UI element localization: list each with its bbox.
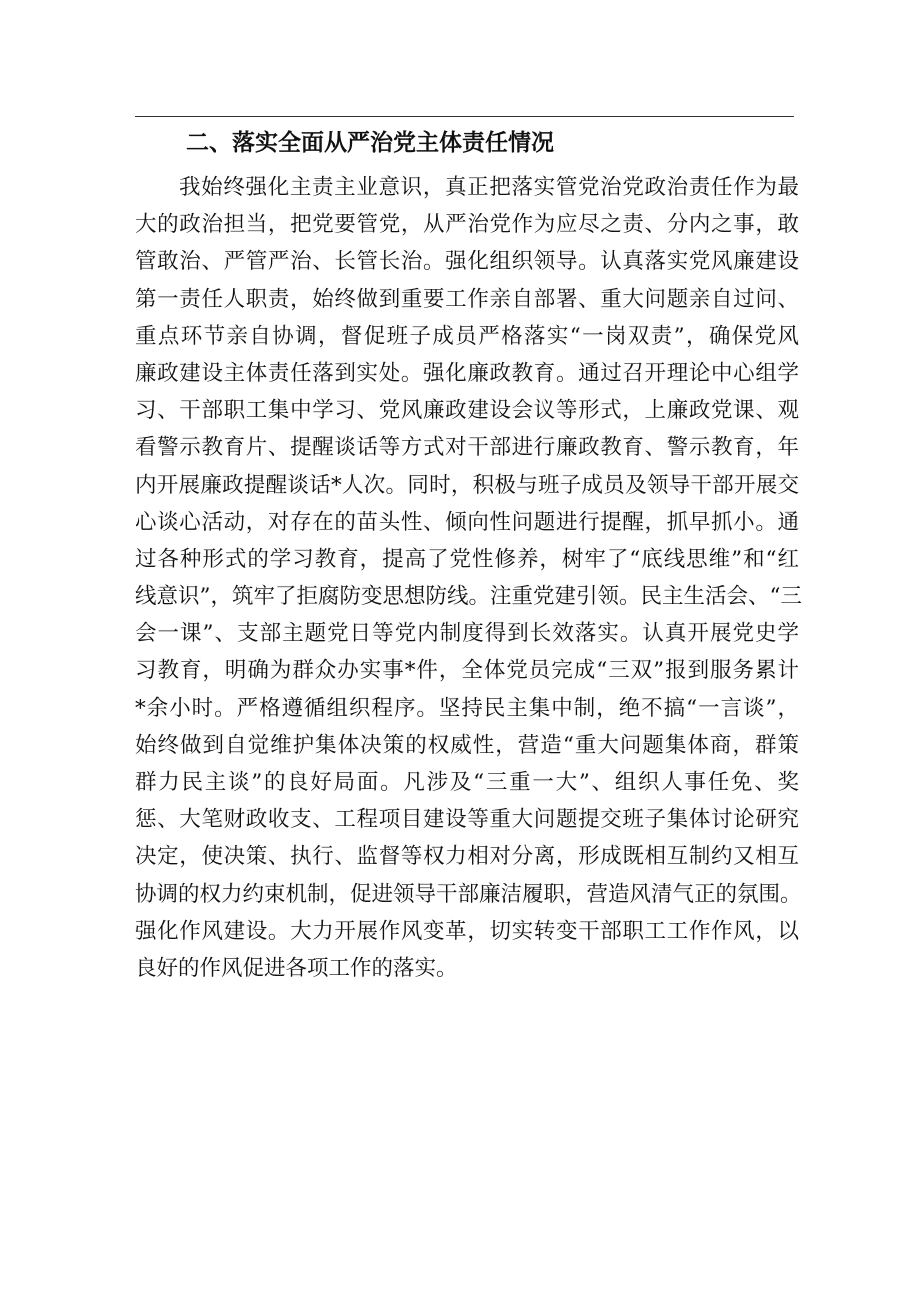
paragraph-line: 看警示教育片、提醒谈话等方式对干部进行廉政教育、警示教育，年 <box>135 435 799 461</box>
paragraph-line: 廉政建设主体责任落到实处。强化廉政教育。通过召开理论中心组学 <box>135 360 799 386</box>
paragraph-line: 强化作风建设。大力开展作风变革，切实转变干部职工工作作风，以 <box>135 918 799 944</box>
paragraph-line: 大的政治担当，把党要管党，从严治党作为应尽之责、分内之事，敢 <box>135 212 799 238</box>
paragraph-line: 良好的作风促进各项工作的落实。 <box>135 955 458 981</box>
paragraph-line: 心谈心活动，对存在的苗头性、倾向性问题进行提醒，抓早抓小。通 <box>135 509 799 535</box>
paragraph-line: 过各种形式的学习教育，提高了党性修养，树牢了“底线思维”和“红 <box>135 546 799 572</box>
paragraph-line: 我始终强化主责主业意识，真正把落实管党治党政治责任作为最 <box>179 175 799 200</box>
body-paragraph <box>135 169 802 987</box>
paragraph-line: 习教育，明确为群众办实事*件，全体党员完成“三双”报到服务累计 <box>135 658 799 684</box>
paragraph-line: 群力民主谈”的良好局面。凡涉及“三重一大”、组织人事任免、奖 <box>135 770 799 795</box>
paragraph-line: 习、干部职工集中学习、党风廉政建设会议等形式，上廉政党课、观 <box>135 398 799 424</box>
paragraph-line: 第一责任人职责，始终做到重要工作亲自部署、重大问题亲自过问、 <box>135 286 799 312</box>
header-rule <box>135 116 794 117</box>
paragraph-line: 决定，使决策、执行、监督等权力相对分离，形成既相互制约又相互 <box>135 844 799 870</box>
paragraph-line: 管敢治、严管严治、长管长治。强化组织领导。认真落实党风廉建设 <box>135 249 799 275</box>
paragraph-line: 会一课”、支部主题党日等党内制度得到长效落实。认真开展党史学 <box>135 621 799 647</box>
paragraph-line: 线意识”，筑牢了拒腐防变思想防线。注重党建引领。民主生活会、“三 <box>135 584 802 610</box>
paragraph-line: *余小时。严格遵循组织程序。坚持民主集中制，绝不搞“一言谈”， <box>135 695 799 721</box>
paragraph-line: 惩、大笔财政收支、工程项目建设等重大问题提交班子集体讨论研究 <box>135 807 799 833</box>
paragraph-line: 重点环节亲自协调，督促班子成员严格落实“一岗双责”，确保党风 <box>135 323 799 349</box>
paragraph-line: 协调的权力约束机制，促进领导干部廉洁履职，营造风清气正的氛围。 <box>135 881 802 907</box>
section-title: 二、落实全面从严治党主体责任情况 <box>186 130 554 156</box>
paragraph-line: 始终做到自觉维护集体决策的权威性，营造“重大问题集体商，群策 <box>135 732 799 758</box>
paragraph-line: 内开展廉政提醒谈话*人次。同时，积极与班子成员及领导干部开展交 <box>135 472 799 498</box>
